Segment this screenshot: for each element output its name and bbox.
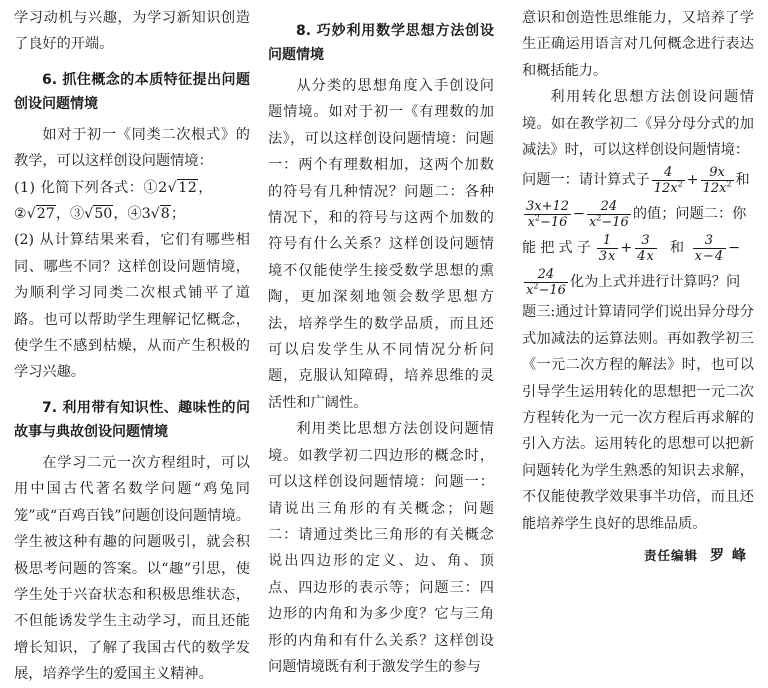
paragraph: 在学习二元一次方程组时，可以用中国古代著名数学问题“鸡兔同笼”或“百鸡百钱”问题创设问题情境。学生被这种有趣的问题吸引，就会积极思考问题的答案。以“趣”引思，使学生处于兴奋状态和积极思维状态，不但能诱发学生主动学习，而且还能增长知识，了解了我国古代的数学发展，培养学生的爱国主义精神。 bbox=[14, 454, 250, 683]
math-expression-line bbox=[522, 265, 754, 299]
text-run: ② bbox=[14, 206, 27, 223]
fraction bbox=[524, 199, 571, 230]
text-run: 问题一：请计算式子 bbox=[522, 172, 650, 189]
numerator: 4 bbox=[652, 165, 685, 181]
math-expression-line bbox=[14, 175, 250, 201]
exponent: 2 bbox=[534, 213, 541, 223]
radicand: 12 bbox=[178, 179, 198, 196]
paragraph: 利用转化思想方法创设问题情境。如在教学初二《异分母分式的加减法》时，可以这样创设问题情境： bbox=[522, 89, 754, 159]
paragraph: 利用类比思想方法创设问题情境。如教学初二四边形的概念时，可以这样创设问题情境：问题一：请说出三角形的有关概念；问题二：请通过类比三角形的有关概念说出四边形的定义、边、角、顶点、四边形的表示等；问题三：四边形的内角和为多少度？它与三角形的内角和有什么关系？这样创设问题情境既有利于激发学生的参与 bbox=[268, 421, 494, 675]
text-run: ； bbox=[170, 206, 186, 223]
numerator: 24 bbox=[524, 267, 568, 283]
plus-sign: + bbox=[620, 240, 634, 257]
denominator: 4x bbox=[637, 248, 655, 264]
denominator-text: x bbox=[588, 214, 597, 230]
numerator: 9x bbox=[701, 165, 734, 181]
denominator bbox=[524, 283, 568, 298]
numerator: 3 bbox=[693, 233, 727, 249]
section-heading-8: 8. 巧妙利用数学思想方法创设问题情境 bbox=[268, 23, 494, 63]
fraction bbox=[693, 233, 727, 264]
minus-sign: − bbox=[728, 240, 742, 257]
editor-credit bbox=[522, 543, 754, 569]
denominator: 3x bbox=[598, 248, 617, 264]
exponent: 2 bbox=[533, 281, 539, 291]
numerator: 1 bbox=[597, 233, 619, 249]
text-run: ，③ bbox=[55, 206, 85, 223]
paragraph: 如对于初一《同类二次根式》的教学，可以这样创设问题情境： bbox=[14, 126, 250, 170]
numerator: 3x+12 bbox=[526, 198, 570, 214]
exponent: 2 bbox=[726, 179, 732, 189]
fraction bbox=[635, 233, 657, 264]
paragraph: 题三:通过计算请同学们说出异分母分式加减法的运算法则。再如教学初三《一元二次方程的解法》时，也可以引导学生运用转化的思想把一元二次方程转化为一元一次方程后再求解的引入方法。运用转化的思想可以把新问题转化为学生熟悉的知识去求解，不仅能使教学效果事半功倍，而且还能培养学生良好的思维品质。 bbox=[522, 304, 754, 532]
denominator-text: x bbox=[526, 282, 534, 298]
paragraph: (2) 从计算结果来看，它们有哪些相同、哪些不同？这样创设问题情境，为顺利学习同类二次根式铺平了道路。也可以帮助学生理解记忆概念，使学生不感到枯燥，从而产生积极的学习兴趣。 bbox=[14, 232, 250, 381]
math-expression-line bbox=[522, 163, 754, 197]
fraction bbox=[701, 165, 734, 196]
editor-label: 责任编辑 bbox=[643, 548, 698, 564]
exponent: 2 bbox=[677, 179, 683, 189]
denominator-text: −16 bbox=[601, 214, 629, 230]
text-run: 和 bbox=[669, 240, 686, 257]
denominator-text: −16 bbox=[538, 282, 566, 298]
fraction bbox=[597, 233, 619, 264]
denominator bbox=[652, 181, 685, 196]
plus-sign: + bbox=[686, 172, 699, 189]
numerator: 24 bbox=[587, 199, 631, 215]
column-2 bbox=[268, 5, 494, 680]
column-1 bbox=[14, 5, 250, 688]
paragraph: 从分类的思想角度入手创设问题情境。如对于初一《有理数的加法》，可以这样创设问题情境：问题一：两个有理数相加，这两个加数的符号有几种情况？问题二：各种情况下，和的符号与这两个加数的符号有什么关系？这样创设问题情境不仅能使学生接受数学思想的熏陶，更加深刻地领会数学思想方法，培养学生的数学品质，而且还可以启发学生从不同情况分析问题，克服认知障碍，培养思维的灵活性和广阔性。 bbox=[268, 78, 494, 411]
radical: √12 bbox=[167, 179, 198, 196]
fraction bbox=[652, 165, 685, 196]
editor-name: 罗峰 bbox=[710, 548, 754, 565]
column-3 bbox=[522, 5, 754, 570]
paragraph: 学习动机与兴趣，为学习新知识创造了良好的开端。 bbox=[14, 10, 250, 53]
denominator bbox=[587, 215, 631, 230]
minus-sign: − bbox=[573, 206, 585, 223]
math-expression-line bbox=[522, 231, 754, 265]
radical: √8 bbox=[150, 206, 170, 223]
denominator bbox=[524, 215, 571, 230]
text-run: ， bbox=[198, 179, 213, 196]
numerator: 3 bbox=[635, 233, 657, 249]
denominator-text: 12x bbox=[653, 180, 678, 196]
paragraph: 意识和创造性思维能力，又培养了学生正确运用语言对几何概念进行表达和概括能力。 bbox=[522, 10, 754, 79]
denominator-text: −16 bbox=[540, 214, 568, 230]
text-run: ，④3 bbox=[113, 206, 151, 223]
denominator-text: x bbox=[527, 214, 535, 230]
radicand: 27 bbox=[36, 206, 55, 223]
text-run: 能把式子 bbox=[522, 240, 595, 257]
denominator bbox=[701, 181, 734, 196]
radical: √50 bbox=[84, 206, 113, 223]
text-run: 化为上式并进行计算吗？问 bbox=[569, 274, 741, 291]
math-expression-line bbox=[14, 201, 250, 227]
section-heading-6: 6. 抓住概念的本质特征提出问题创设问题情境 bbox=[14, 71, 250, 112]
text-run: 的值；问题二：你 bbox=[632, 206, 747, 223]
text-run: 和 bbox=[735, 172, 750, 189]
fraction bbox=[587, 199, 631, 230]
denominator-text: 12x bbox=[702, 180, 727, 196]
denominator: x−4 bbox=[694, 248, 725, 264]
radicand: 8 bbox=[160, 206, 170, 223]
text-run: (1) 化简下列各式：①2 bbox=[14, 179, 168, 196]
radical: √27 bbox=[26, 206, 55, 223]
math-expression-line bbox=[522, 197, 754, 231]
fraction bbox=[524, 267, 568, 298]
radicand: 50 bbox=[94, 206, 113, 223]
exponent: 2 bbox=[596, 213, 602, 223]
section-heading-7: 7. 利用带有知识性、趣味性的问故事与典故创设问题情境 bbox=[14, 399, 250, 440]
